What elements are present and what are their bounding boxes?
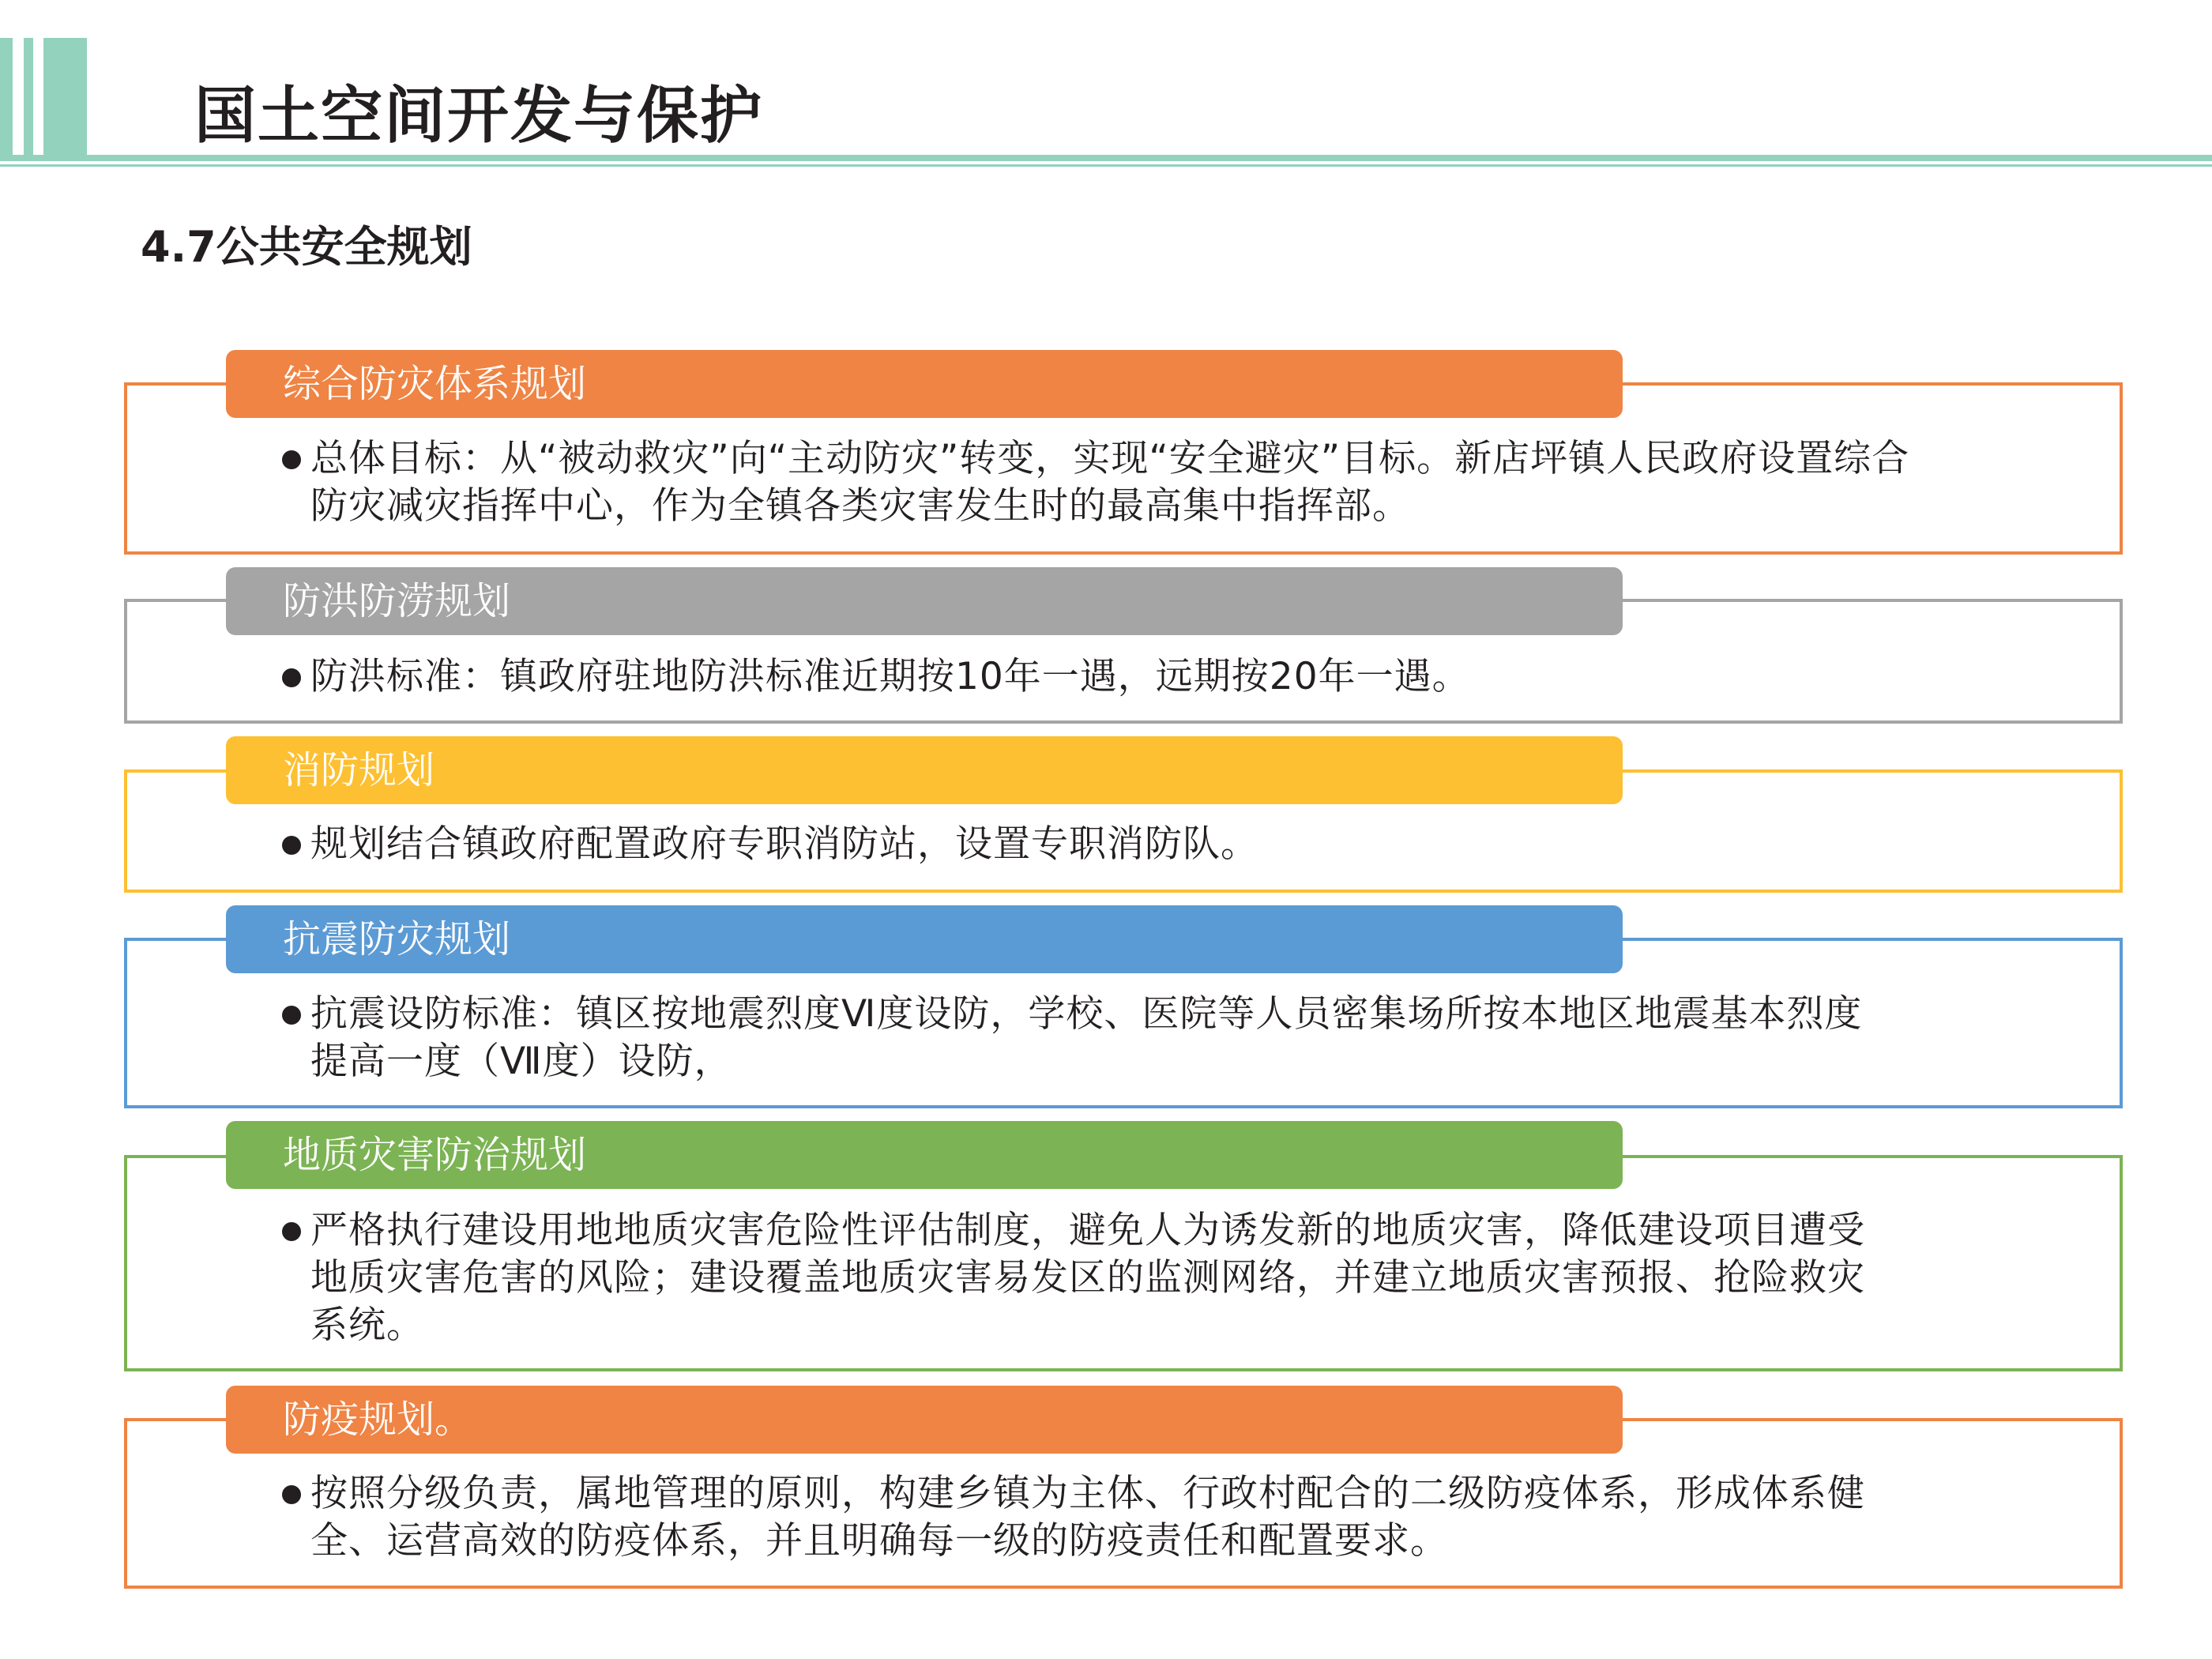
header-accent-bar [0, 38, 13, 158]
card-text-fire-protection: 规划结合镇政府配置政府专职消防站，设置专职消防队。 [310, 822, 1258, 866]
header-accent-bar [43, 38, 87, 158]
bullet-icon [282, 450, 301, 469]
bullet-icon [282, 836, 301, 855]
page-title: 国土空间开发与保护 [194, 81, 764, 152]
card-text-earthquake-prevention: 抗震设防标准：镇区按地震烈度Ⅵ度设防，学校、医院等人员密集场所按本地区地震基本烈度 提高一度（Ⅶ度）设防， [310, 992, 1863, 1083]
card-header-epidemic-prevention: 防疫规划。 [226, 1386, 1623, 1454]
card-header-fire-protection: 消防规划 [226, 736, 1623, 804]
bullet-icon [282, 1222, 301, 1241]
card-header-geological-hazard: 地质灾害防治规划 [226, 1121, 1623, 1189]
card-header-disaster-prevention-system: 综合防灾体系规划 [226, 350, 1623, 418]
header-divider [0, 164, 2212, 167]
header-accent-bar [24, 38, 33, 158]
card-header-flood-control: 防洪防涝规划 [226, 567, 1623, 635]
card-header-earthquake-prevention: 抗震防灾规划 [226, 905, 1623, 973]
card-text-flood-control: 防洪标准：镇政府驻地防洪标准近期按10年一遇，远期按20年一遇。 [310, 655, 1470, 698]
bullet-icon [282, 1485, 301, 1504]
card-text-disaster-prevention-system: 总体目标：从“被动救灾”向“主动防灾”转变，实现“安全避灾”目标。新店坪镇人民政府设置综合 防灾减灾指挥中心，作为全镇各类灾害发生时的最高集中指挥部。 [310, 437, 1910, 528]
card-text-epidemic-prevention: 按照分级负责，属地管理的原则，构建乡镇为主体、行政村配合的二级防疫体系，形成体系健 全、运营高效的防疫体系，并且明确每一级的防疫责任和配置要求。 [310, 1472, 1865, 1563]
bullet-icon [282, 1006, 301, 1025]
card-text-geological-hazard: 严格执行建设用地地质灾害危险性评估制度，避免人为诱发新的地质灾害，降低建设项目遭受 地质灾害危害的风险；建设覆盖地质灾害易发区的监测网络，并建立地质灾害预报、抢险救灾 系统。 [310, 1209, 1865, 1347]
section-title: 4.7公共安全规划 [141, 222, 472, 272]
bullet-icon [282, 668, 301, 687]
